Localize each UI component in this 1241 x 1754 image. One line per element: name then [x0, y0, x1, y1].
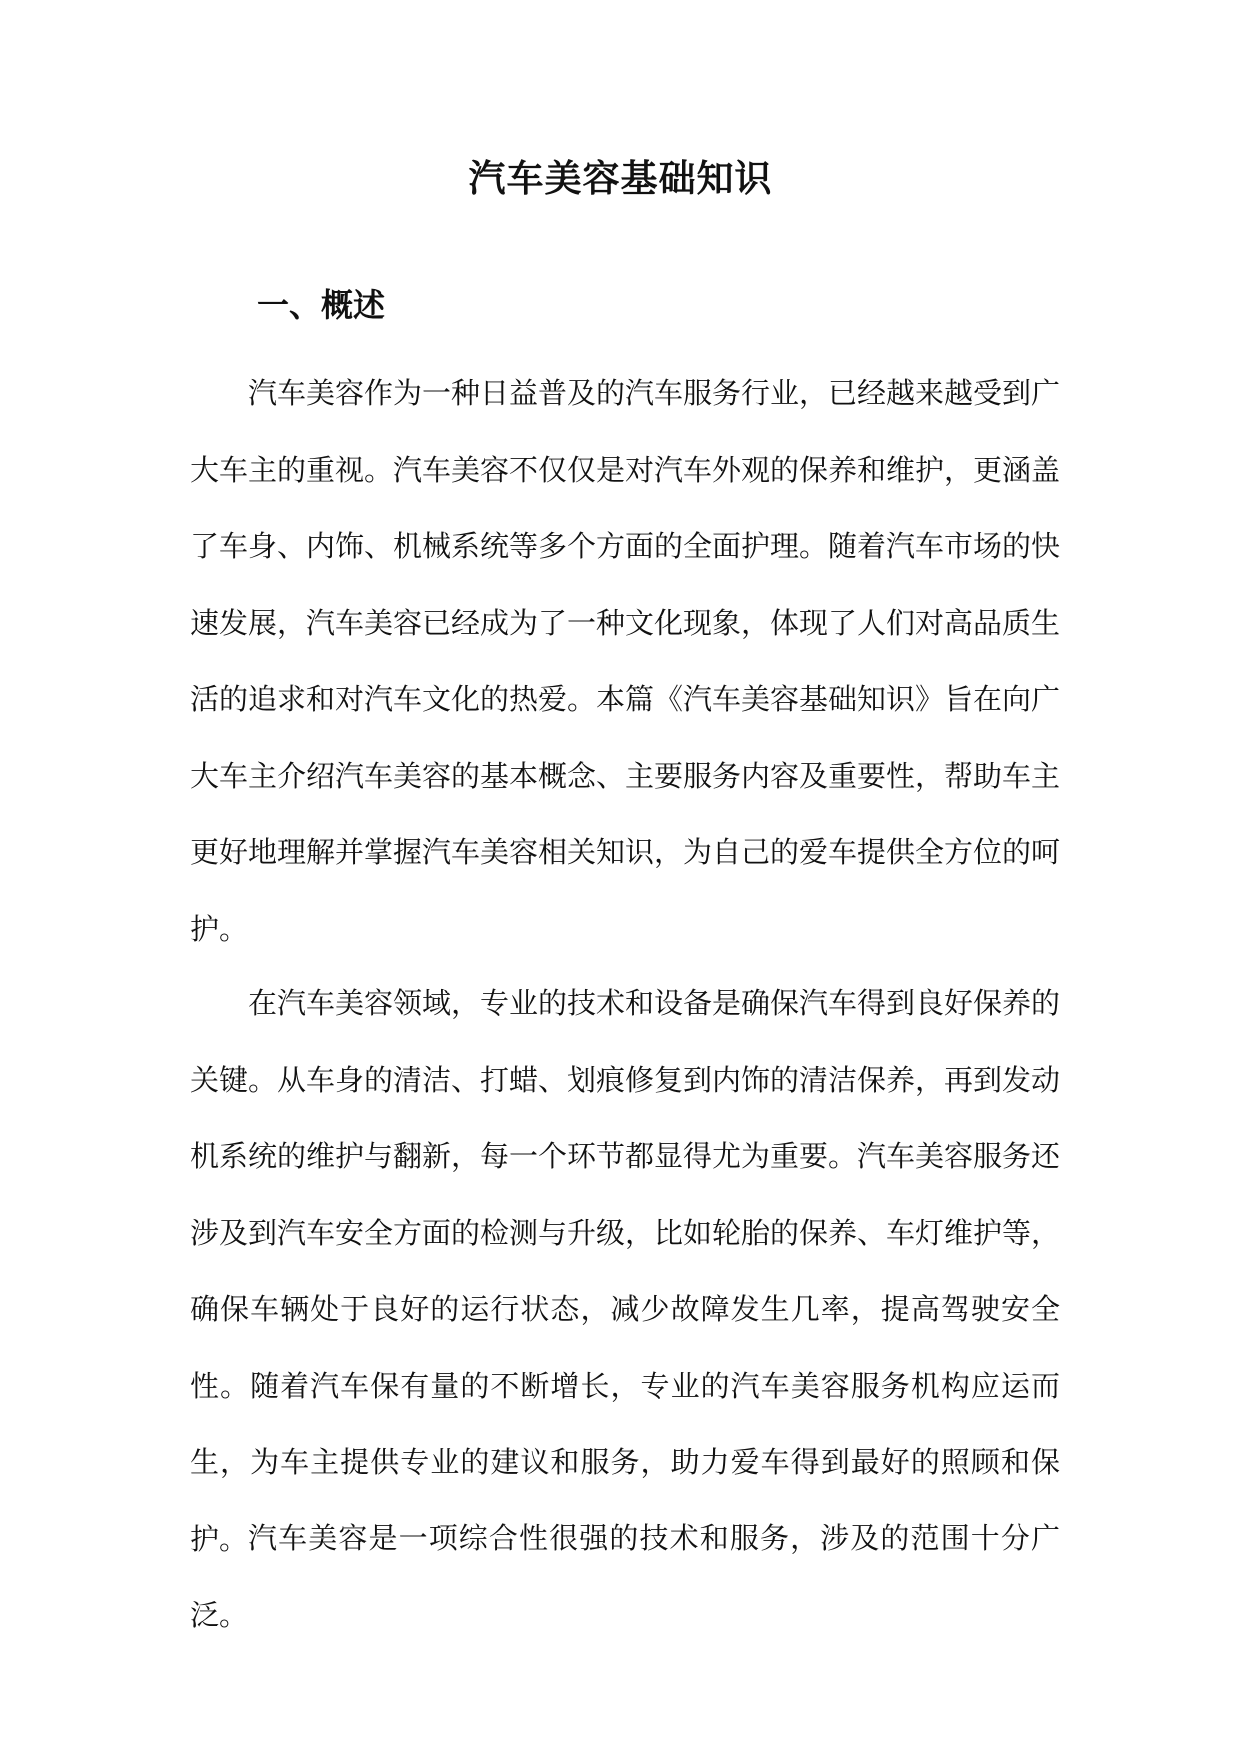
paragraph-overview-1: 汽车美容作为一种日益普及的汽车服务行业，已经越来越受到广大车主的重视。汽车美容不仅仅是对汽车外观的保养和维护，更涵盖了车身、内饰、机械系统等多个方面的全面护理。随着汽车市场的快速发展，汽车美容已经成为了一种文化现象，体现了人们对高品质生活的追求和对汽车文化的热爱。本篇《汽车美容基础知识》旨在向广大车主介绍汽车美容的基本概念、主要服务内容及重要性，帮助车主更好地理解并掌握汽车美容相关知识，为自己的爱车提供全方位的呵护。	[190, 376, 1061, 946]
paragraph-overview-3: 汽车美容是一项综合性很强的技术和服务，涉及的范围十分广泛。	[190, 1521, 1060, 1632]
paragraph-overview-2: 在汽车美容领域，专业的技术和设备是确保汽车得到良好保养的关键。从车身的清洁、打蜡、划痕修复到内饰的清洁保养，再到发动机系统的维护与翻新，每一个环节都显得尤为重要。汽车美容服务还涉及到汽车安全方面的检测与升级，比如轮胎的保养、车灯维护等，确保车辆处于良好的运行状态，减少故障发生几率，提高驾驶安全性。随着汽车保有量的不断增长，专业的汽车美容服务机构应运而生，为车主提供专业的建议和服务，助力爱车得到最好的照顾和保护。	[190, 986, 1061, 1556]
section-heading: 一、概述	[257, 286, 386, 324]
page-title: 汽车美容基础知识	[468, 156, 773, 200]
